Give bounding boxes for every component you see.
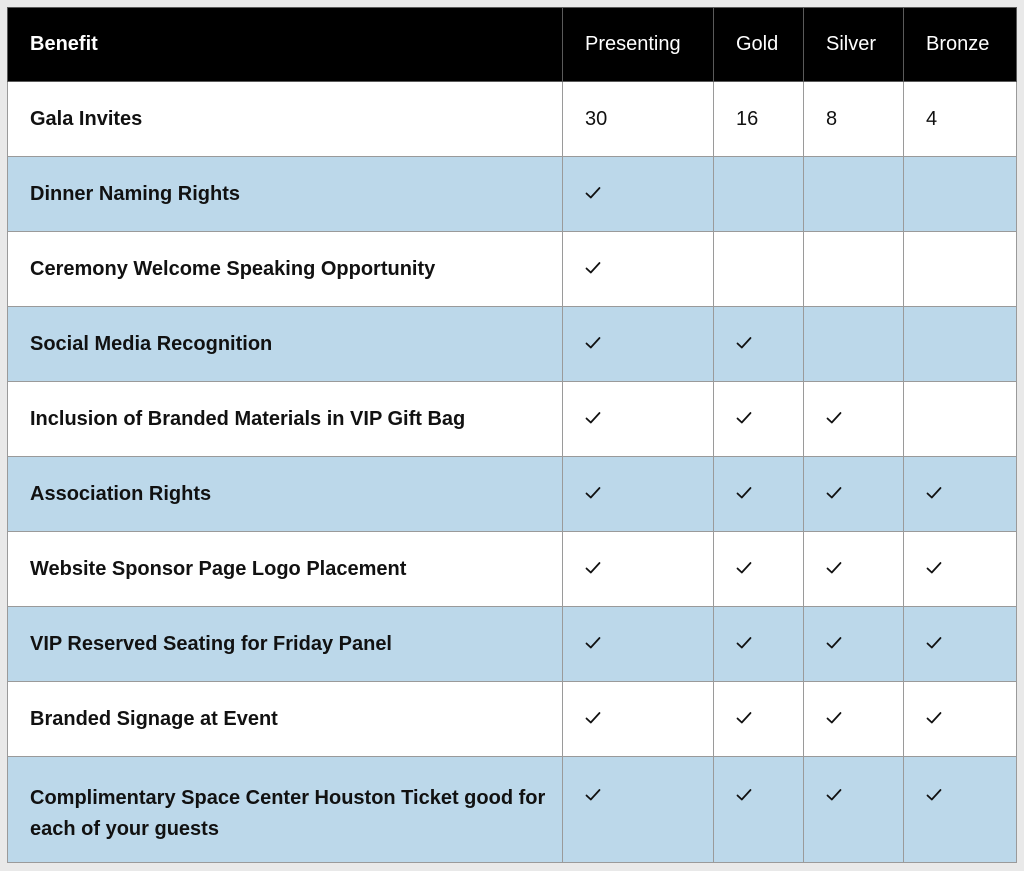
benefit-name: Association Rights [8, 457, 563, 532]
cell-bronze [904, 757, 1017, 863]
cell-gold [714, 457, 804, 532]
cell-gold [714, 682, 804, 757]
cell-bronze [904, 532, 1017, 607]
benefit-name: Inclusion of Branded Materials in VIP Gift Bag [8, 382, 563, 457]
cell-gold-empty [714, 157, 804, 232]
cell-bronze [904, 682, 1017, 757]
header-benefit: Benefit [8, 8, 563, 82]
sponsorship-benefits-table [7, 7, 1017, 863]
cell-silver [804, 757, 904, 863]
cell-gold [714, 607, 804, 682]
checkmark-icon [736, 486, 752, 500]
table-row [8, 382, 1017, 457]
benefit-name: Branded Signage at Event [8, 682, 563, 757]
benefit-name: Complimentary Space Center Houston Ticket good for each of your guests [8, 757, 563, 863]
cell-gold-empty [714, 232, 804, 307]
header-row [8, 8, 1017, 82]
cell-silver [804, 457, 904, 532]
benefit-name: Gala Invites [8, 82, 563, 157]
table-row [8, 682, 1017, 757]
checkmark-icon [585, 636, 601, 650]
cell-silver: 8 [804, 82, 904, 157]
checkmark-icon [826, 561, 842, 575]
checkmark-icon [826, 711, 842, 725]
table-row [8, 607, 1017, 682]
cell-gold [714, 532, 804, 607]
header-silver: Silver [804, 8, 904, 82]
cell-bronze [904, 607, 1017, 682]
checkmark-icon [585, 561, 601, 575]
cell-silver [804, 382, 904, 457]
checkmark-icon [585, 411, 601, 425]
checkmark-icon [736, 636, 752, 650]
checkmark-icon [926, 486, 942, 500]
benefit-name: Social Media Recognition [8, 307, 563, 382]
benefit-name: Dinner Naming Rights [8, 157, 563, 232]
checkmark-icon [585, 261, 601, 275]
benefit-name: Website Sponsor Page Logo Placement [8, 532, 563, 607]
header-gold: Gold [714, 8, 804, 82]
cell-gold [714, 757, 804, 863]
cell-silver [804, 607, 904, 682]
table-body [8, 82, 1017, 863]
cell-presenting [563, 532, 714, 607]
table-row [8, 82, 1017, 157]
cell-silver-empty [804, 307, 904, 382]
cell-presenting [563, 382, 714, 457]
cell-gold [714, 307, 804, 382]
cell-presenting [563, 307, 714, 382]
cell-bronze-empty [904, 307, 1017, 382]
checkmark-icon [736, 561, 752, 575]
cell-bronze: 4 [904, 82, 1017, 157]
checkmark-icon [926, 788, 942, 802]
checkmark-icon [826, 788, 842, 802]
checkmark-icon [826, 411, 842, 425]
checkmark-icon [826, 636, 842, 650]
checkmark-icon [736, 336, 752, 350]
cell-silver [804, 532, 904, 607]
table-row [8, 532, 1017, 607]
cell-presenting: 30 [563, 82, 714, 157]
benefit-name: Ceremony Welcome Speaking Opportunity [8, 232, 563, 307]
table-row [8, 307, 1017, 382]
table-row [8, 457, 1017, 532]
header-presenting: Presenting [563, 8, 714, 82]
checkmark-icon [826, 486, 842, 500]
cell-presenting [563, 607, 714, 682]
cell-presenting [563, 457, 714, 532]
benefit-name: VIP Reserved Seating for Friday Panel [8, 607, 563, 682]
cell-bronze [904, 457, 1017, 532]
cell-presenting [563, 682, 714, 757]
checkmark-icon [736, 711, 752, 725]
checkmark-icon [585, 336, 601, 350]
checkmark-icon [585, 486, 601, 500]
cell-bronze-empty [904, 382, 1017, 457]
table-row [8, 757, 1017, 863]
header-bronze: Bronze [904, 8, 1017, 82]
checkmark-icon [585, 186, 601, 200]
cell-silver-empty [804, 232, 904, 307]
cell-presenting [563, 757, 714, 863]
checkmark-icon [585, 788, 601, 802]
cell-bronze-empty [904, 232, 1017, 307]
checkmark-icon [736, 411, 752, 425]
sponsorship-benefits-panel [7, 7, 1016, 863]
cell-gold [714, 382, 804, 457]
checkmark-icon [585, 711, 601, 725]
checkmark-icon [926, 636, 942, 650]
checkmark-icon [736, 788, 752, 802]
checkmark-icon [926, 561, 942, 575]
checkmark-icon [926, 711, 942, 725]
cell-gold: 16 [714, 82, 804, 157]
table-row [8, 157, 1017, 232]
cell-presenting [563, 157, 714, 232]
cell-silver-empty [804, 157, 904, 232]
cell-silver [804, 682, 904, 757]
table-header [8, 8, 1017, 82]
cell-bronze-empty [904, 157, 1017, 232]
cell-presenting [563, 232, 714, 307]
table-row [8, 232, 1017, 307]
